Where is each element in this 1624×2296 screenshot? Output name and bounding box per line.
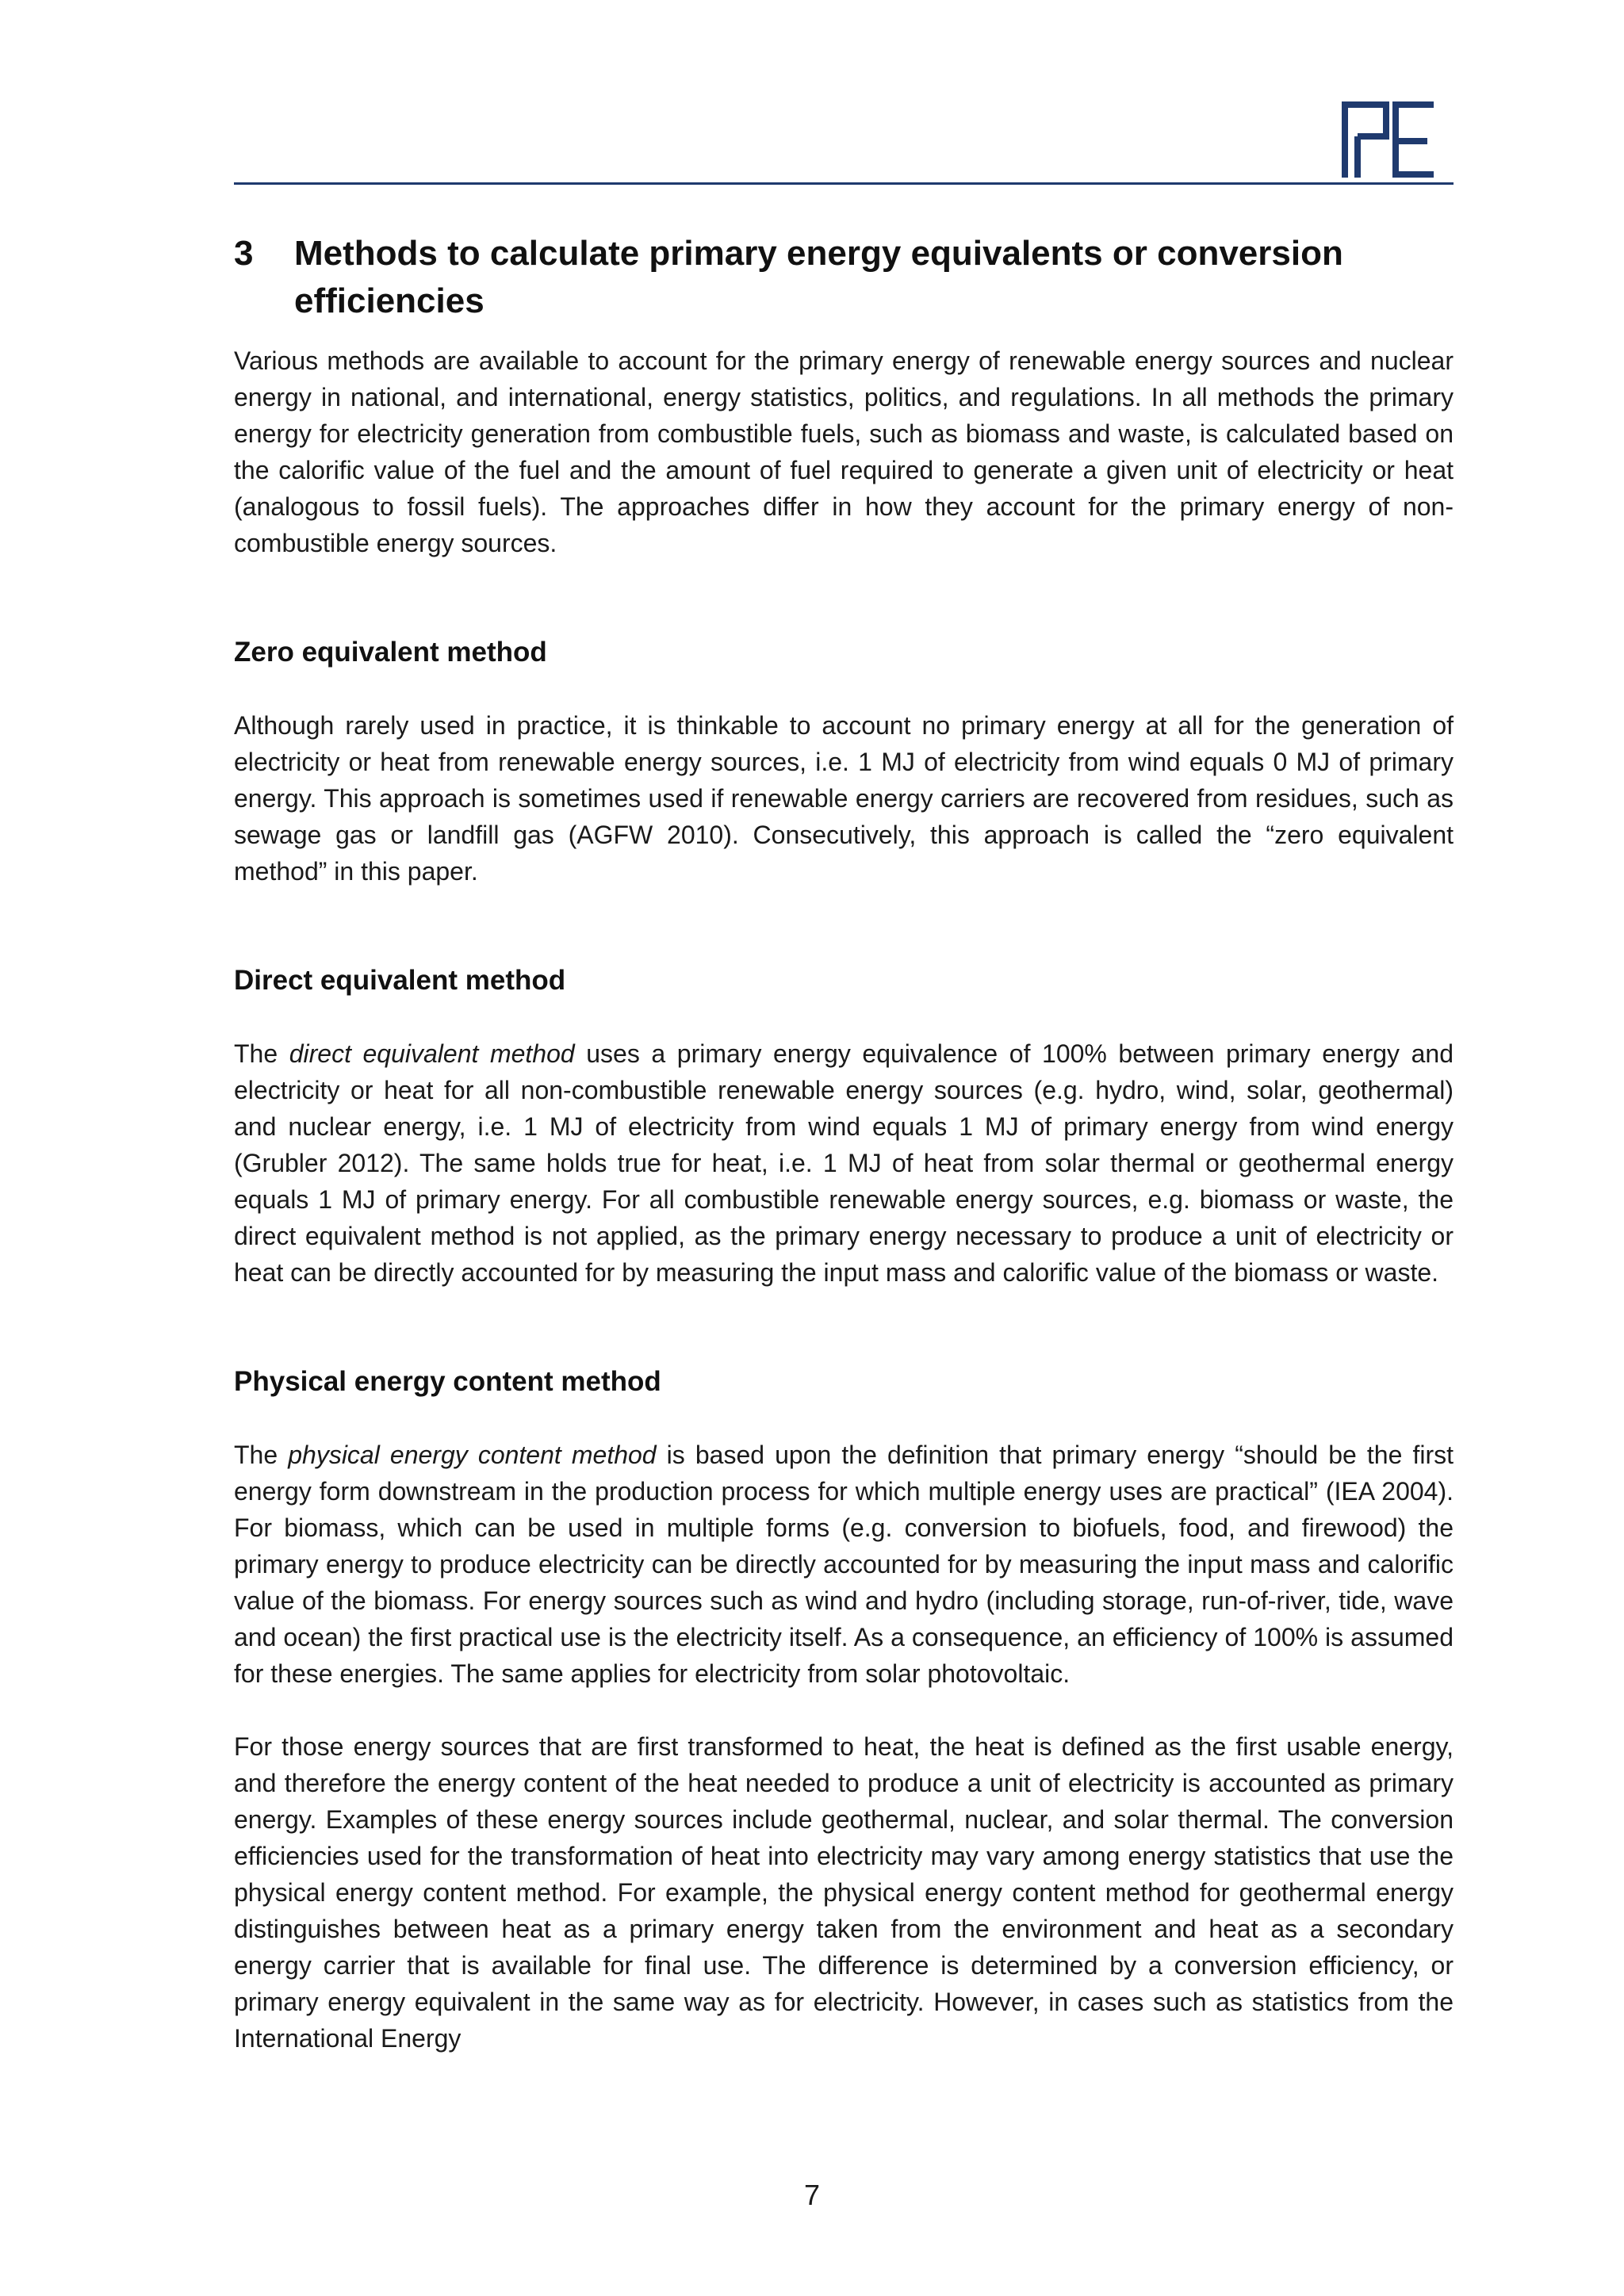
page-number: 7 — [803, 2179, 821, 2211]
section-heading-direct-equivalent: Direct equivalent method — [234, 965, 566, 996]
chapter-number: 3 — [234, 234, 254, 273]
chapter-title: Methods to calculate primary energy equivalents or conversion efficiencies — [294, 234, 1343, 320]
header-divider — [234, 182, 1454, 185]
pe-logo-icon — [1339, 98, 1440, 181]
physical-energy-content-paragraph: The physical energy content method is based upon the definition that primary energy “should be the first energy form downstream in the production process for which multiple energy uses are practical” (IEA 2004). For biomass, which can be used in multiple forms (e.g. conversion to biofuels, food, and firewood) the primary energy to produce electricity can be directly accounted for by measuring the input mass and calorific value of the biomass. For energy sources such as wind and hydro (including storage, run-of-river, tide, wave and ocean) the first practical use is the electricity itself. As a consequence, an efficiency of 100% is assumed for these energies. The same applies for electricity from solar photovoltaic. — [234, 1441, 1454, 1688]
zero-equivalent-paragraph: Although rarely used in practice, it is thinkable to account no primary energy at all for the generation of electricity or heat from renewable energy sources, i.e. 1 MJ of electricity from wind equals 0 MJ of primary energy. This approach is sometimes used if renewable energy carriers are recovered from residues, such as sewage gas or landfill gas (AGFW 2010). Consecutively, this approach is called the “zero equivalent method” in this paper. — [234, 711, 1454, 886]
chapter-heading — [234, 230, 1454, 325]
direct-equivalent-paragraph: The direct equivalent method uses a primary energy equivalence of 100% between primary energy and electricity or heat for all non-combustible renewable energy sources (e.g. hydro, wind, solar, geothermal) and nuclear energy, i.e. 1 MJ of electricity from wind equals 1 MJ of primary energy from wind energy (Grubler 2012). The same holds true for heat, i.e. 1 MJ of heat from solar thermal or geothermal energy equals 1 MJ of primary energy. For all combustible renewable energy sources, e.g. biomass or waste, the direct equivalent method is not applied, as the primary energy necessary to produce a unit of electricity or heat can be directly accounted for by measuring the input mass and calorific value of the biomass or waste. — [234, 1039, 1454, 1287]
physical-energy-content-term: physical energy content method — [288, 1441, 657, 1469]
direct-equivalent-term: direct equivalent method — [289, 1039, 575, 1068]
section-heading-physical-energy-content: Physical energy content method — [234, 1366, 661, 1397]
section-heading-zero-equivalent: Zero equivalent method — [234, 637, 547, 668]
page-content — [234, 230, 1454, 2057]
intro-paragraph: Various methods are available to account for the primary energy of renewable energy sources and nuclear energy in national, and international, energy statistics, politics, and regulations. In all methods the primary energy for electricity generation from combustible fuels, such as biomass and waste, is calculated based on the calorific value of the fuel and the amount of fuel required to generate a given unit of electricity or heat (analogous to fossil fuels). The approaches differ in how they account for the primary energy of non-combustible energy sources. — [234, 346, 1454, 557]
physical-energy-content-paragraph-2: For those energy sources that are first transformed to heat, the heat is defined as the first usable energy, and therefore the energy content of the heat needed to produce a unit of electricity is accounted as primary energy. Examples of these energy sources include geothermal, nuclear, and solar thermal. The conversion efficiencies used for the transformation of heat into electricity may vary among energy statistics that use the physical energy content method. For example, the physical energy content method for geothermal energy distinguishes between heat as a primary energy taken from the environment and heat as a secondary energy carrier that is available for final use. The difference is determined by a conversion efficiency, or primary energy equivalent in the same way as for electricity. However, in cases such as statistics from the International Energy — [234, 1732, 1454, 2053]
